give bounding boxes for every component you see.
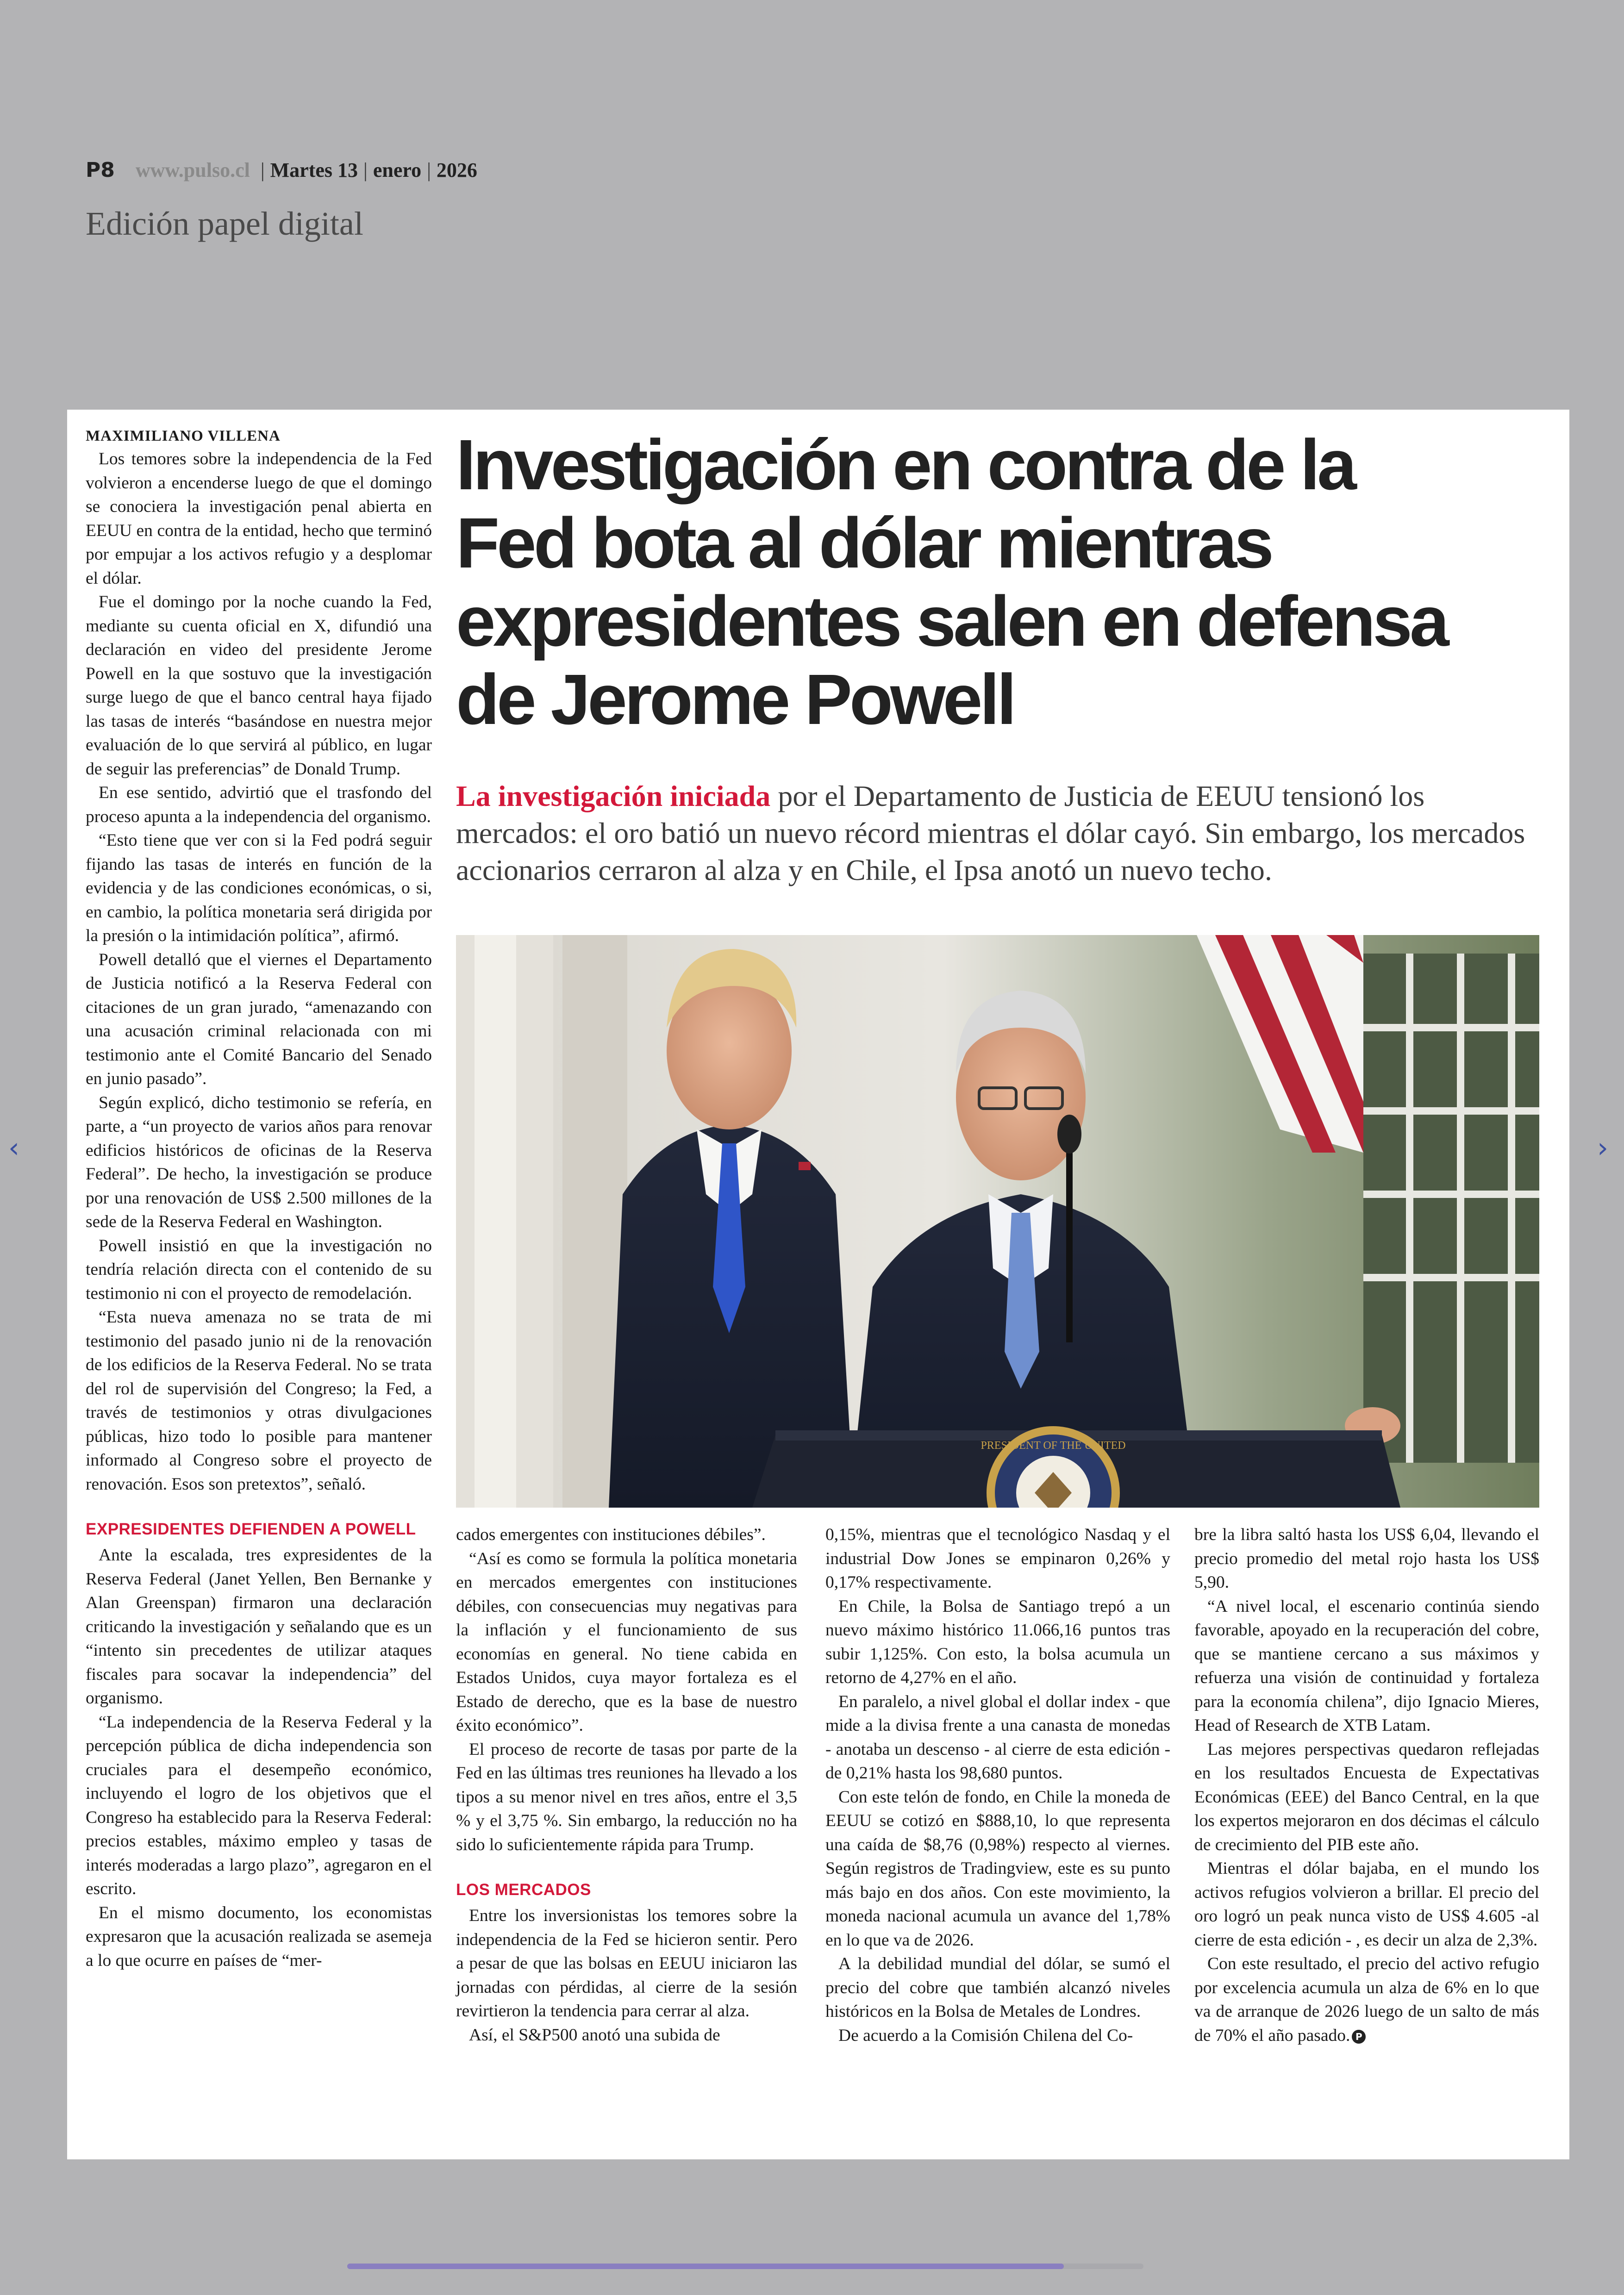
paragraph: “La independencia de la Reserva Federal y la percepción pública de dicha independencia son cruciales para el desempeño económico, incluyendo el logro de los objetivos que el Congreso ha establecido para la Reserva Federal: precios estables, máximo empleo y tasas de interés moderadas a largo plazo”, agregaron en el escrito.	[86, 1712, 432, 1898]
article-deck	[456, 778, 1539, 889]
article-photo	[456, 935, 1539, 1508]
article-column-4	[1194, 1523, 1539, 2047]
seal-text: PRESIDENT OF THE UNITED	[981, 1440, 1126, 1452]
paragraph: Powell insistió en que la investigación no tendría relación directa con el contenido de su testimonio ni con el proyecto de remodelación.	[86, 1236, 432, 1303]
paragraph: bre la libra saltó hasta los US$ 6,04, llevando el precio promedio del metal rojo hasta los US$ 5,90.	[1194, 1525, 1539, 1592]
paragraph: cados emergentes con instituciones débiles”.	[456, 1525, 766, 1544]
deck-text: por el Departamento de Justicia de EEUU tensionó los mercados: el oro batió un nuevo récord mientras el dólar cayó. Sin embargo, los mercados accionarios cerraron al alza y en Chile, el Ipsa anotó un nuevo techo.	[456, 780, 1525, 886]
deck-lead: La investigación iniciada	[456, 780, 771, 812]
paragraph: Powell detalló que el viernes el Departamento de Justicia notificó a la Reserva Federal con citaciones de un gran jurado, “amenazando con una acusación criminal relacionada con mi testimonio ante el Comité Bancario del Senado en junio pasado”.	[86, 950, 432, 1088]
photo-illustration	[456, 935, 1539, 1508]
paragraph: “Así es como se formula la política monetaria en mercados emergentes con instituciones débiles, con consecuencias muy negativas para la inflación y el funcionamiento de sus economías en general. No tiene cabida en Estados Unidos, cuya mayor fortaleza es el Estado de derecho, que es la base de nuestro éxito económico”.	[456, 1549, 797, 1735]
next-page-icon[interactable]: ›	[1597, 1132, 1608, 1164]
reading-progress-fill	[347, 2264, 1064, 2269]
subheading-mercados: LOS MERCADOS	[456, 1881, 591, 1899]
paragraph: Fue el domingo por la noche cuando la Fed, mediante su cuenta oficial en X, difundió una declaración en video del presidente Jerome Powell en la que sostuvo que la investigación surge luego de que el banco central haya fijado las tasas de interés “basándose en nuestra mejor evaluación de lo que servirá al público, en lugar de seguir las preferencias” de Donald Trump.	[86, 592, 432, 779]
paragraph: 0,15%, mientras que el tecnológico Nasdaq y el industrial Dow Jones se empinaron 0,26% y 0,17% respectivamente.	[825, 1525, 1170, 1592]
end-mark-icon: P	[1352, 2030, 1366, 2044]
article-headline: Investigación en contra de la Fed bota al dólar mientras expresidentes salen en defensa de Jerome Powell	[456, 425, 1447, 739]
podium	[752, 1430, 1400, 1508]
page-header: P8 www.pulso.cl | Martes 13 | enero | 2026	[86, 158, 477, 182]
paragraph: El proceso de recorte de tasas por parte de la Fed en las últimas tres reuniones ha llevado a los tipos a su menor nivel en tres años, entre el 3,5 % y el 3,75 %. Sin embargo, la reducción no ha sido lo suficientemente rápida para Trump.	[456, 1740, 797, 1854]
paragraph: En ese sentido, advirtió que el trasfondo del proceso apunta a la independencia del organismo.	[86, 783, 432, 826]
paragraph: En paralelo, a nivel global el dollar index - que mide a la divisa frente a una canasta de monedas - anotaba un descenso - al cierre de esta edición - de 0,21% hasta los 98,680 puntos.	[825, 1692, 1170, 1783]
paragraph: Los temores sobre la independencia de la Fed volvieron a encenderse luego de que el domingo se conociera la investigación penal abierta en EEUU en contra de la entidad, hecho que terminó por empujar a los activos refugio y a desplomar el dólar.	[86, 449, 432, 588]
issue-day: Martes 13	[270, 159, 358, 181]
article-column-2	[456, 1523, 797, 2047]
paragraph: “Esta nueva amenaza no se trata de mi testimonio del pasado junio ni de la renovación de los edificios de la Reserva Federal. No se trata del rol de supervisión del Congreso; la Fed, a través de testimonios y otras divulgaciones públicas, hizo todo lo posible para mantener informado al Congreso sobre el proyecto de renovación. Esos son pretextos”, señaló.	[86, 1308, 432, 1494]
article-column-1	[86, 425, 432, 1972]
paragraph-last	[1194, 1952, 1539, 2047]
edition-title: Edición papel digital	[86, 205, 363, 242]
paragraph: Las mejores perspectivas quedaron reflejadas en los resultados Encuesta de Expectativas Económicas (EEE) del Banco Central, en la que los expertos mejoraron en dos décimas el cálculo de crecimiento del PIB este año.	[1194, 1740, 1539, 1854]
subheading-expresidentes: EXPRESIDENTES DEFIENDEN A POWELL	[86, 1520, 416, 1538]
previous-page-icon[interactable]: ‹	[8, 1132, 19, 1164]
last-paragraph-text: Con este resultado, el precio del activo refugio por excelencia acumula un alza de 6% en lo que va de arranque de 2026 luego de un salto de más de 70% el año pasado.	[1194, 1954, 1539, 2045]
site-url[interactable]: www.pulso.cl	[135, 159, 250, 181]
issue-month: enero	[373, 159, 422, 181]
paragraph: En Chile, la Bolsa de Santiago trepó a un nuevo máximo histórico 11.066,16 puntos tras subir 1,125%. Con esto, la bolsa acumula un retorno de 4,27% en el año.	[825, 1597, 1170, 1687]
page-number: P8	[86, 158, 115, 182]
paragraph: En el mismo documento, los economistas expresaron que la acusación realizada se asemeja a lo que ocurre en países de “mer-	[86, 1903, 432, 1970]
paragraph: A la debilidad mundial del dólar, se sumó el precio del cobre que también alcanzó niveles históricos en la Bolsa de Metales de Londres.	[825, 1954, 1170, 2021]
article-column-3	[825, 1523, 1170, 2047]
paragraph: “A nivel local, el escenario continúa siendo favorable, apoyado en la recuperación del cobre, que se mantiene cercano a sus máximos y refuerza una visión de continuidad y fortaleza para la economía chilena”, dijo Ignacio Mieres, Head of Research de XTB Latam.	[1194, 1597, 1539, 1735]
paragraph: Con este telón de fondo, en Chile la moneda de EEUU se cotizó en $888,10, lo que representa una caída de $8,76 (0,98%) respecto al viernes. Según registros de Tradingview, este es su punto más bajo en dos años. Con este movimiento, la moneda nacional acumula un avance del 1,78% en lo que va de 2026.	[825, 1787, 1170, 1950]
paragraph: Según explicó, dicho testimonio se refería, en parte, a “un proyecto de varios años para renovar edificios históricos de oficinas de la Reserva Federal”. De hecho, la investigación se produce por una renovación de US$ 2.500 millones de la sede de la Reserva Federal en Washington.	[86, 1093, 432, 1231]
paragraph: Entre los inversionistas los temores sobre la independencia de la Fed se hicieron sentir. Pero a pesar de que las bolsas en EEUU iniciaron las jornadas con pérdidas, al cierre de la sesión revirtieron la tendencia para cerrar al alza.	[456, 1906, 797, 2021]
paragraph: Así, el S&P500 anotó una subida de	[469, 2025, 720, 2045]
byline: MAXIMILIANO VILLENA	[86, 428, 281, 444]
paragraph: Mientras el dólar bajaba, en el mundo los activos refugios volvieron a brillar. El precio del oro logró un peak nunca visto de US$ 4.605 -al cierre de esta edición - , es decir un alza de 2,3%.	[1194, 1859, 1539, 1950]
paragraph: De acuerdo a la Comisión Chilena del Co-	[838, 2026, 1133, 2045]
paragraph: Ante la escalada, tres expresidentes de la Reserva Federal (Janet Yellen, Ben Bernanke y Alan Greenspan) firmaron una declaración criticando la investigación y señalando que es un “intento sin precedentes de utilizar ataques fiscales para socavar la independencia” del organismo.	[86, 1546, 432, 1708]
issue-year: 2026	[436, 159, 477, 181]
paragraph: “Esto tiene que ver con si la Fed podrá seguir fijando las tasas de interés en función de la evidencia y de las condiciones económicas, o si, en cambio, la política monetaria será dirigida por la presión o la intimidación política”, afirmó.	[86, 831, 432, 945]
